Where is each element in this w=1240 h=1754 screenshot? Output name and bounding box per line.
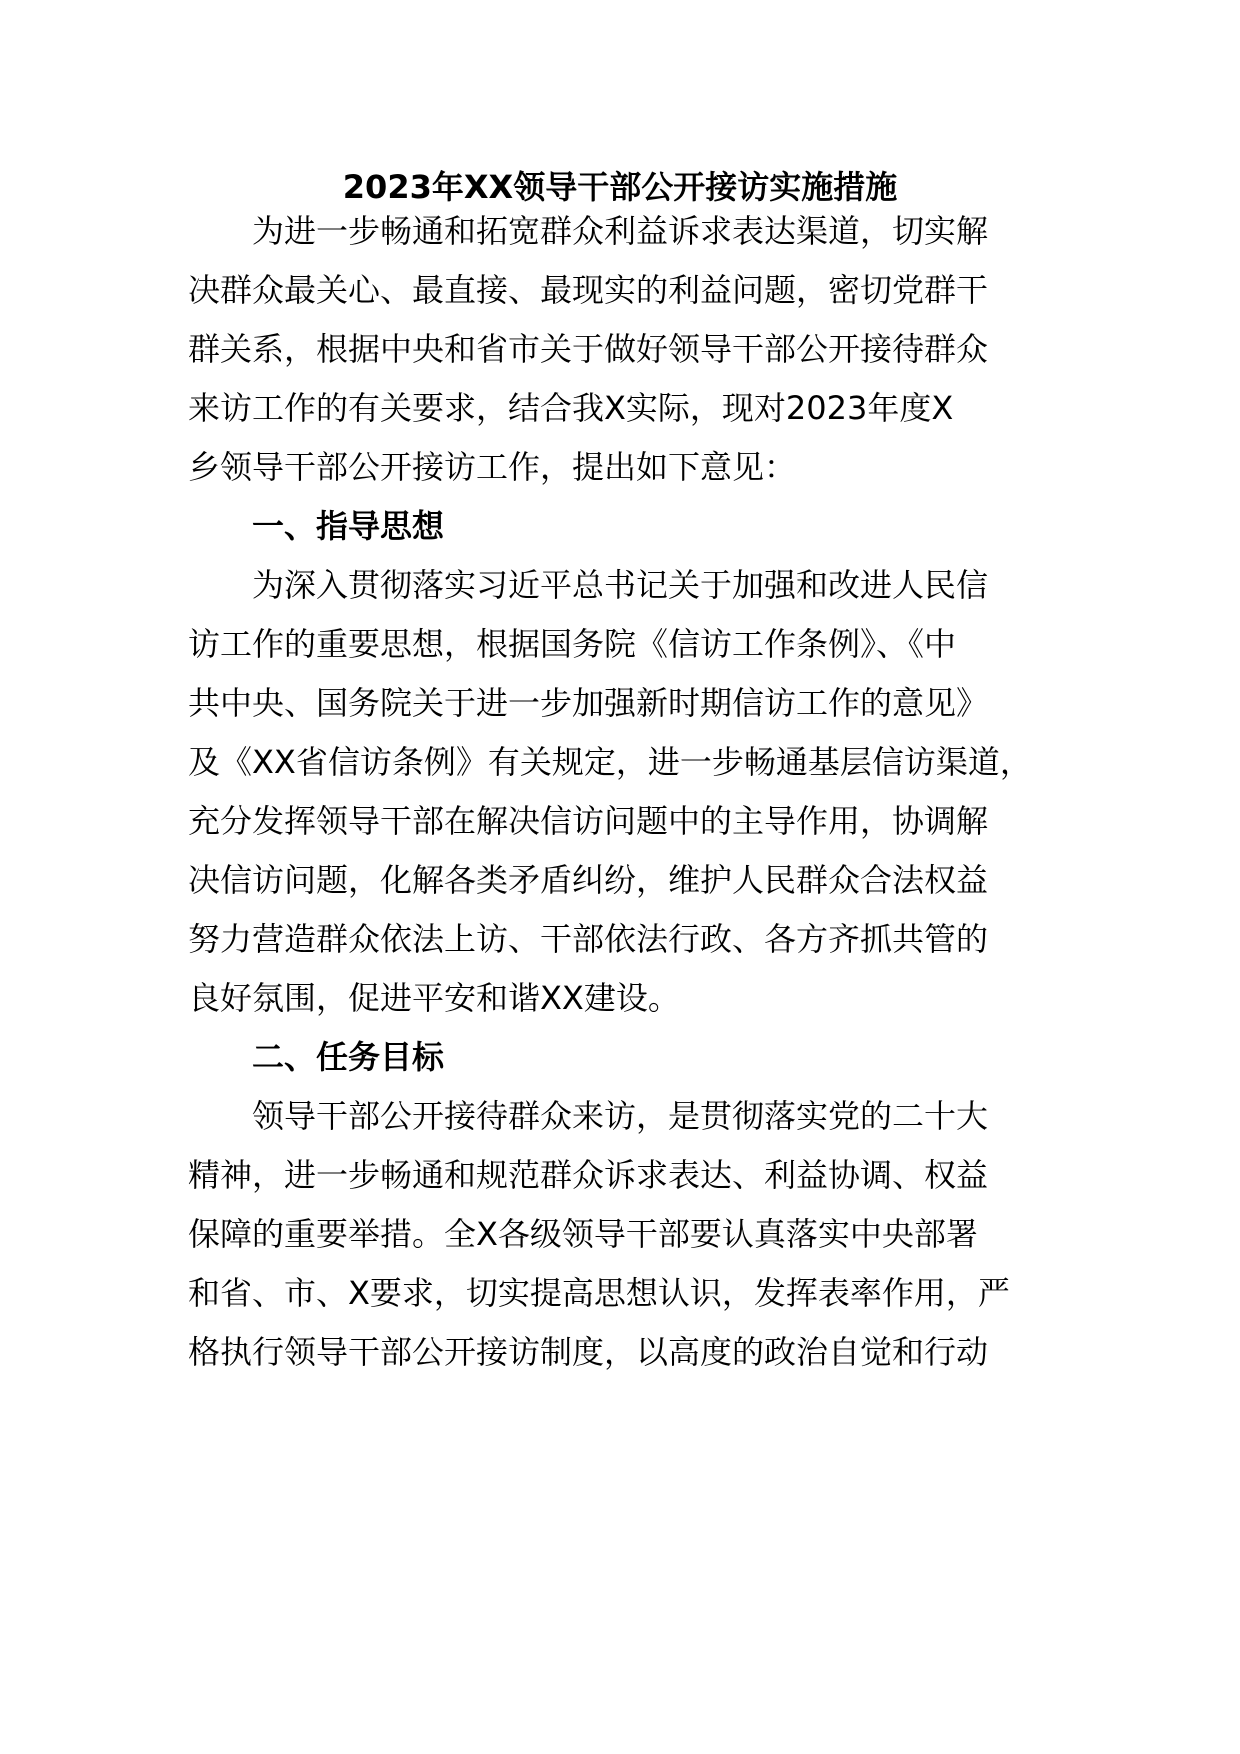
document-title: 2023年XX领导干部公开接访实施措施	[342, 168, 898, 206]
paragraph-line: 及《XX省信访条例》有关规定，进一步畅通基层信访渠道，	[188, 743, 1032, 781]
paragraph-line: 来访工作的有关要求，结合我X实际，现对2023年度X	[188, 389, 954, 427]
paragraph-line: 格执行领导干部公开接访制度，以高度的政治自觉和行动	[188, 1333, 989, 1371]
paragraph-line: 保障的重要举措。全X各级领导干部要认真落实中央部署	[188, 1215, 978, 1253]
paragraph-line: 决信访问题，化解各类矛盾纠纷，维护人民群众合法权益	[188, 861, 989, 899]
paragraph-line: 为进一步畅通和拓宽群众利益诉求表达渠道，切实解	[188, 212, 989, 250]
paragraph-line: 努力营造群众依法上访、干部依法行政、各方齐抓共管的	[188, 920, 989, 958]
paragraph-line: 共中央、国务院关于进一步加强新时期信访工作的意见》	[188, 684, 989, 722]
paragraph-line: 乡领导干部公开接访工作，提出如下意见：	[188, 448, 797, 486]
paragraph-line: 充分发挥领导干部在解决信访问题中的主导作用，协调解	[188, 802, 989, 840]
paragraph-line: 精神，进一步畅通和规范群众诉求表达、利益协调、权益	[188, 1156, 989, 1194]
section-heading: 一、指导思想	[188, 507, 445, 545]
paragraph-line: 和省、市、X要求，切实提高思想认识，发挥表率作用，严	[188, 1274, 1010, 1312]
paragraph-line: 群关系，根据中央和省市关于做好领导干部公开接待群众	[188, 330, 989, 368]
paragraph-line: 良好氛围，促进平安和谐XX建设。	[188, 979, 680, 1017]
paragraph-line: 决群众最关心、最直接、最现实的利益问题，密切党群干	[188, 271, 989, 309]
section-heading: 二、任务目标	[188, 1038, 445, 1076]
paragraph-line: 为深入贯彻落实习近平总书记关于加强和改进人民信	[188, 566, 989, 604]
paragraph-line: 访工作的重要思想，根据国务院《信访工作条例》、《中	[188, 625, 957, 663]
paragraph-line: 领导干部公开接待群众来访，是贯彻落实党的二十大	[188, 1097, 989, 1135]
